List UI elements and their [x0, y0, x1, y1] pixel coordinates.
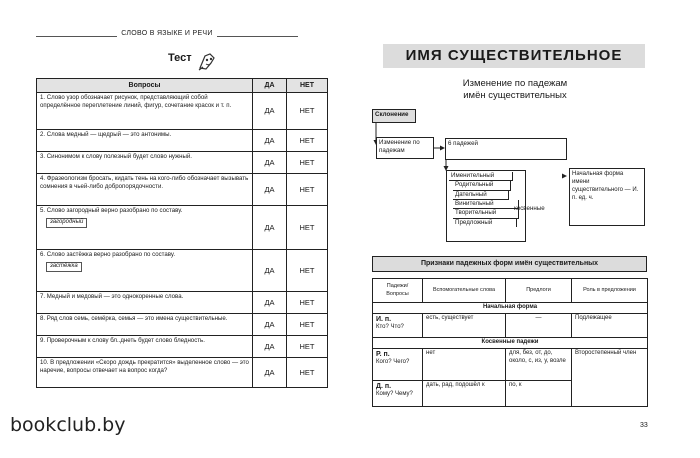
- section-subtitle: [400, 78, 630, 102]
- table-row: [37, 152, 328, 174]
- case-item: Родительный: [453, 181, 511, 190]
- table-row: [37, 130, 328, 152]
- answer-no[interactable]: НЕТ: [287, 152, 328, 174]
- answer-yes[interactable]: ДА: [253, 93, 287, 130]
- section-indirect-cases: Косвенные падежи: [373, 338, 648, 349]
- answer-yes[interactable]: ДА: [253, 336, 287, 358]
- subtitle-line: имён существительных: [463, 89, 567, 101]
- answer-yes[interactable]: ДА: [253, 292, 287, 314]
- answer-yes[interactable]: ДА: [253, 130, 287, 152]
- test-title: Тест: [168, 52, 192, 64]
- page-number: 33: [640, 422, 648, 429]
- answer-yes[interactable]: ДА: [253, 358, 287, 388]
- case-question: Кого? Чего?: [376, 359, 410, 366]
- case-item: Винительный: [453, 200, 519, 209]
- six-cases-box: 6 падежей: [445, 138, 567, 160]
- header-no: НЕТ: [287, 79, 328, 93]
- table-header-row: [37, 79, 328, 93]
- question-text: 8. Ряд слов семь, семёрка, семья — это имена существительные.: [37, 314, 253, 336]
- table-row: [373, 349, 648, 381]
- question-text: 4. Фразеологизм бросать, кидать тень на кого-либо обозначает вызывать сомнения в чьей-либо добропорядочности.: [37, 174, 253, 206]
- page-title: ИМЯ СУЩЕСТВИТЕЛЬНОЕ: [383, 44, 645, 68]
- table-row: [373, 314, 648, 338]
- answer-no[interactable]: НЕТ: [287, 292, 328, 314]
- header-questions: Вопросы: [37, 79, 253, 93]
- header-cases: Падежи/ Вопросы: [373, 279, 423, 303]
- answer-no[interactable]: НЕТ: [287, 336, 328, 358]
- header-role: Роль в предложении: [572, 279, 648, 303]
- prepositions-cell: по, к: [506, 381, 572, 407]
- table-header-row: [373, 279, 648, 303]
- answer-yes[interactable]: ДА: [253, 152, 287, 174]
- table-row: [37, 206, 328, 250]
- running-head-text: СЛОВО В ЯЗЫКЕ И РЕЧИ: [117, 30, 216, 37]
- declension-box: Склонение: [372, 109, 416, 123]
- running-head: [36, 30, 298, 42]
- case-cell: [373, 349, 423, 381]
- section-row: [373, 338, 648, 349]
- case-cell: [373, 381, 423, 407]
- answer-no[interactable]: НЕТ: [287, 250, 328, 292]
- features-table: [372, 278, 648, 407]
- question-text: 9. Проверочным к слову бл..днеть будет слово бледность.: [37, 336, 253, 358]
- answer-no[interactable]: НЕТ: [287, 130, 328, 152]
- table-row: [37, 250, 328, 292]
- header-prepositions: Предлоги: [506, 279, 572, 303]
- section-row: [373, 303, 648, 314]
- table-row: [37, 314, 328, 336]
- answer-no[interactable]: НЕТ: [287, 358, 328, 388]
- role-cell: Подлежащее: [572, 314, 648, 338]
- question-cell: [37, 250, 253, 292]
- table-row: [37, 292, 328, 314]
- table-row: [37, 358, 328, 388]
- header-yes: ДА: [253, 79, 287, 93]
- case-item: Именительный: [449, 172, 513, 181]
- aux-words-cell: нет: [423, 349, 506, 381]
- initial-form-box: Начальная форма имени существительного — И. п. ед. ч.: [569, 168, 645, 226]
- aux-words-cell: дать, рад, подошёл к: [423, 381, 506, 407]
- indirect-cases-label: косвенные: [514, 205, 545, 212]
- question-text: 5. Слово загородный верно разобрано по составу.: [40, 207, 183, 214]
- section-initial-form: Начальная форма: [373, 303, 648, 314]
- answer-yes[interactable]: ДА: [253, 250, 287, 292]
- table-row: [37, 174, 328, 206]
- case-item: Дательный: [453, 191, 509, 200]
- morpheme-parse-word: загородный: [46, 218, 87, 228]
- subtitle-line: Изменение по падежам: [462, 78, 568, 89]
- case-question: Кому? Чему?: [376, 391, 413, 398]
- role-cell: Второстепенный член: [572, 349, 648, 407]
- morpheme-parse-word: застёжка: [46, 262, 82, 272]
- case-question: Кто? Что?: [376, 324, 404, 331]
- question-text: 3. Синонимом к слову полезный будет слово нужный.: [37, 152, 253, 174]
- question-text: 6. Слово застёжка верно разобрано по составу.: [40, 251, 176, 258]
- header-aux-words: Вспомогательные слова: [423, 279, 506, 303]
- aux-words-cell: есть, существует: [423, 314, 506, 338]
- table-row: [37, 93, 328, 130]
- question-text: 10. В предложении «Скоро дождь прекратится» выделенное слово — это наречие, вопросы отвечает на вопрос когда?: [37, 358, 253, 388]
- case-abbr: И. п.: [376, 316, 392, 323]
- prepositions-cell: —: [506, 314, 572, 338]
- test-table: [36, 78, 328, 388]
- answer-no[interactable]: НЕТ: [287, 206, 328, 250]
- watermark: bookclub.by: [10, 414, 126, 436]
- question-text: 7. Медный и медовый — это однокоренные слова.: [37, 292, 253, 314]
- answer-yes[interactable]: ДА: [253, 206, 287, 250]
- table-row: [37, 336, 328, 358]
- case-abbr: Р. п.: [376, 351, 390, 358]
- question-text: 1. Слово узор обозначает рисунок, представляющий собой определённое переплетение линий, фигур, сочетание красок и т. п.: [37, 93, 253, 130]
- answer-no[interactable]: НЕТ: [287, 314, 328, 336]
- case-item: Предложный: [453, 219, 517, 227]
- prepositions-cell: для, без, от, до, около, с, из, у, возле: [506, 349, 572, 381]
- answer-yes[interactable]: ДА: [253, 174, 287, 206]
- pencil-character-icon: [196, 50, 220, 72]
- case-abbr: Д. п.: [376, 383, 392, 390]
- case-cell: [373, 314, 423, 338]
- question-cell: [37, 206, 253, 250]
- question-text: 2. Слова медный — щедрый — это антонимы.: [37, 130, 253, 152]
- answer-no[interactable]: НЕТ: [287, 174, 328, 206]
- case-change-box: Изменение по падежам: [376, 137, 434, 159]
- answer-no[interactable]: НЕТ: [287, 93, 328, 130]
- features-table-title: Признаки падежных форм имён существительных: [372, 256, 647, 272]
- answer-yes[interactable]: ДА: [253, 314, 287, 336]
- case-item: Творительный: [453, 209, 519, 218]
